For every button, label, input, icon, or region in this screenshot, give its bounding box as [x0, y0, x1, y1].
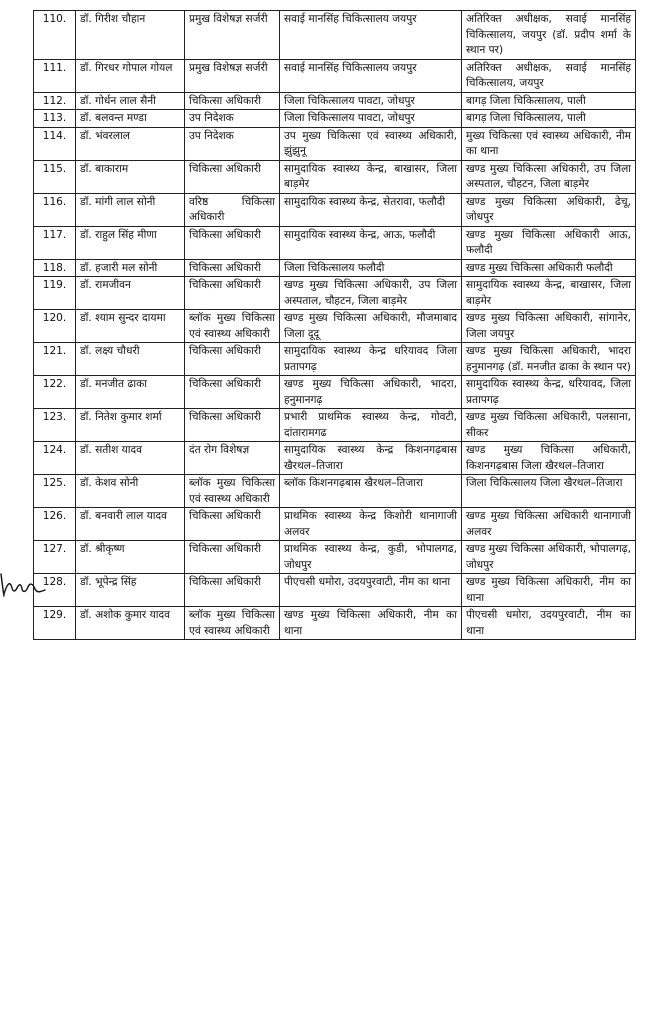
new-posting-cell: बागड़ जिला चिकित्सालय, पाली	[462, 110, 636, 128]
serial-number-cell: 127.	[34, 541, 76, 574]
doctor-name-cell: डॉ. अशोक कुमार यादव	[76, 607, 185, 640]
table-row	[34, 160, 636, 193]
designation-cell: ब्लॉक मुख्य चिकित्सा एवं स्वास्थ्य अधिकारी	[185, 475, 280, 508]
serial-number-cell: 114.	[34, 127, 76, 160]
table-row	[34, 574, 636, 607]
new-posting-cell: खण्ड मुख्य चिकित्सा अधिकारी, भोपालगढ़, जोधपुर	[462, 541, 636, 574]
current-posting-cell: प्राथमिक स्वास्थ्य केन्द्र, कुडी, भोपालगढ, जोधपुर	[280, 541, 462, 574]
table-row	[34, 508, 636, 541]
current-posting-cell: खण्ड मुख्य चिकित्सा अधिकारी, उप जिला अस्पताल, चौहटन, जिला बाड़मेर	[280, 277, 462, 310]
table-row	[34, 277, 636, 310]
doctor-name-cell: डॉ. श्रीकृष्ण	[76, 541, 185, 574]
current-posting-cell: खण्ड मुख्य चिकित्सा अधिकारी, नीम का थाना	[280, 607, 462, 640]
doctor-name-cell: डॉ. बलवन्त मण्डा	[76, 110, 185, 128]
current-posting-cell: प्राथमिक स्वास्थ्य केन्द्र किशोरी थानागाजी अलवर	[280, 508, 462, 541]
table-row	[34, 193, 636, 226]
doctor-name-cell: डॉ. राहुल सिंह मीणा	[76, 226, 185, 259]
serial-number-cell: 118.	[34, 259, 76, 277]
doctor-name-cell: डॉ. गिरीश चौहान	[76, 11, 185, 60]
table-row	[34, 541, 636, 574]
designation-cell: चिकित्सा अधिकारी	[185, 343, 280, 376]
designation-cell: प्रमुख विशेषज्ञ सर्जरी	[185, 11, 280, 60]
transfer-table	[33, 10, 636, 640]
serial-number-cell: 113.	[34, 110, 76, 128]
doctor-name-cell: डॉ. गोर्धन लाल सैनी	[76, 92, 185, 110]
designation-cell: दंत रोग विशेषज्ञ	[185, 442, 280, 475]
doctor-name-cell: डॉ. मनजीत ढाका	[76, 376, 185, 409]
current-posting-cell: सामुदायिक स्वास्थ्य केन्द्र धरियावद जिला प्रतापगढ़	[280, 343, 462, 376]
serial-number-cell: 120.	[34, 310, 76, 343]
new-posting-cell: खण्ड मुख्य चिकित्सा अधिकारी, किशनगढ़बास जिला खैरथल–तिजारा	[462, 442, 636, 475]
current-posting-cell: जिला चिकित्सालय फलौदी	[280, 259, 462, 277]
doctor-name-cell: डॉ. केशव सोनी	[76, 475, 185, 508]
designation-cell: चिकित्सा अधिकारी	[185, 277, 280, 310]
table-row	[34, 59, 636, 92]
current-posting-cell: ब्लॉक किशनगढ़बास खैरथल–तिजारा	[280, 475, 462, 508]
serial-number-cell: 124.	[34, 442, 76, 475]
designation-cell: ब्लॉक मुख्य चिकित्सा एवं स्वास्थ्य अधिकारी	[185, 310, 280, 343]
table-row	[34, 376, 636, 409]
doctor-name-cell: डॉ. हजारी मल सोनी	[76, 259, 185, 277]
doctor-name-cell: डॉ. श्याम सुन्दर दायमा	[76, 310, 185, 343]
new-posting-cell: खण्ड मुख्य चिकित्सा अधिकारी, उप जिला अस्पताल, चौहटन, जिला बाड़मेर	[462, 160, 636, 193]
designation-cell: चिकित्सा अधिकारी	[185, 376, 280, 409]
designation-cell: चिकित्सा अधिकारी	[185, 541, 280, 574]
new-posting-cell: जिला चिकित्सालय जिला खैरथल–तिजारा	[462, 475, 636, 508]
current-posting-cell: पीएचसी धमोरा, उदयपुरवाटी, नीम का थाना	[280, 574, 462, 607]
serial-number-cell: 115.	[34, 160, 76, 193]
new-posting-cell: खण्ड मुख्य चिकित्सा अधिकारी थानागाजी अलवर	[462, 508, 636, 541]
serial-number-cell: 129.	[34, 607, 76, 640]
doctor-name-cell: डॉ. सतीश यादव	[76, 442, 185, 475]
designation-cell: चिकित्सा अधिकारी	[185, 226, 280, 259]
transfer-list-page	[33, 10, 635, 640]
table-row	[34, 343, 636, 376]
new-posting-cell: खण्ड मुख्य चिकित्सा अधिकारी फलौदी	[462, 259, 636, 277]
current-posting-cell: सामुदायिक स्वास्थ्य केन्द्र, आऊ, फलौदी	[280, 226, 462, 259]
serial-number-cell: 121.	[34, 343, 76, 376]
doctor-name-cell: डॉ. भूपेन्द्र सिंह	[76, 574, 185, 607]
new-posting-cell: खण्ड मुख्य चिकित्सा अधिकारी, सांगानेर, जिला जयपुर	[462, 310, 636, 343]
current-posting-cell: उप मुख्य चिकित्सा एवं स्वास्थ्य अधिकारी, झुंझुनू	[280, 127, 462, 160]
doctor-name-cell: डॉ. नितेश कुमार शर्मा	[76, 409, 185, 442]
current-posting-cell: प्रभारी प्राथमिक स्वास्थ्य केन्द्र, गोवटी, दांतारामगढ	[280, 409, 462, 442]
new-posting-cell: मुख्य चिकित्सा एवं स्वास्थ्य अधिकारी, नीम का थाना	[462, 127, 636, 160]
current-posting-cell: सवाई मानसिंह चिकित्सालय जयपुर	[280, 59, 462, 92]
new-posting-cell: खण्ड मुख्य चिकित्सा अधिकारी आऊ, फलौदी	[462, 226, 636, 259]
designation-cell: ब्लॉक मुख्य चिकित्सा एवं स्वास्थ्य अधिकारी	[185, 607, 280, 640]
table-row	[34, 607, 636, 640]
designation-cell: चिकित्सा अधिकारी	[185, 508, 280, 541]
serial-number-cell: 123.	[34, 409, 76, 442]
new-posting-cell: अतिरिक्त अधीक्षक, सवाई मानसिंह चिकित्सालय, जयपुर (डॉ. प्रदीप शर्मा के स्थान पर)	[462, 11, 636, 60]
current-posting-cell: सामुदायिक स्वास्थ्य केन्द्र, बाखासर, जिला बाड़मेर	[280, 160, 462, 193]
table-row	[34, 11, 636, 60]
table-row	[34, 259, 636, 277]
current-posting-cell: खण्ड मुख्य चिकित्सा अधिकारी, भादरा, हनुमानगढ़	[280, 376, 462, 409]
new-posting-cell: खण्ड मुख्य चिकित्सा अधिकारी, भादरा हनुमानगढ़ (डॉ. मनजीत ढाका के स्थान पर)	[462, 343, 636, 376]
table-row	[34, 226, 636, 259]
designation-cell: वरिष्ठ चिकित्सा अधिकारी	[185, 193, 280, 226]
serial-number-cell: 122.	[34, 376, 76, 409]
new-posting-cell: सामुदायिक स्वास्थ्य केन्द्र, धरियावद, जिला प्रतापगढ़	[462, 376, 636, 409]
table-row	[34, 92, 636, 110]
designation-cell: प्रमुख विशेषज्ञ सर्जरी	[185, 59, 280, 92]
new-posting-cell: अतिरिक्त अधीक्षक, सवाई मानसिंह चिकित्सालय, जयपुर	[462, 59, 636, 92]
new-posting-cell: खण्ड मुख्य चिकित्सा अधिकारी, पलसाना, सीकर	[462, 409, 636, 442]
designation-cell: चिकित्सा अधिकारी	[185, 574, 280, 607]
doctor-name-cell: डॉ. रामजीवन	[76, 277, 185, 310]
table-row	[34, 409, 636, 442]
doctor-name-cell: डॉ. बाकाराम	[76, 160, 185, 193]
serial-number-cell: 117.	[34, 226, 76, 259]
new-posting-cell: बागड़ जिला चिकित्सालय, पाली	[462, 92, 636, 110]
designation-cell: चिकित्सा अधिकारी	[185, 160, 280, 193]
table-row	[34, 110, 636, 128]
table-row	[34, 310, 636, 343]
current-posting-cell: जिला चिकित्सालय पावटा, जोधपुर	[280, 92, 462, 110]
serial-number-cell: 111.	[34, 59, 76, 92]
designation-cell: चिकित्सा अधिकारी	[185, 409, 280, 442]
serial-number-cell: 112.	[34, 92, 76, 110]
new-posting-cell: खण्ड मुख्य चिकित्सा अधिकारी, नीम का थाना	[462, 574, 636, 607]
doctor-name-cell: डॉ. लक्ष्य चौधरी	[76, 343, 185, 376]
doctor-name-cell: डॉ. मांगी लाल सोनी	[76, 193, 185, 226]
designation-cell: उप निदेशक	[185, 110, 280, 128]
serial-number-cell: 128.	[34, 574, 76, 607]
current-posting-cell: सवाई मानसिंह चिकित्सालय जयपुर	[280, 11, 462, 60]
serial-number-cell: 116.	[34, 193, 76, 226]
serial-number-cell: 126.	[34, 508, 76, 541]
new-posting-cell: खण्ड मुख्य चिकित्सा अधिकारी, ढेचू, जोधपुर	[462, 193, 636, 226]
current-posting-cell: सामुदायिक स्वास्थ्य केन्द्र, सेतरावा, फलौदी	[280, 193, 462, 226]
table-row	[34, 475, 636, 508]
table-row	[34, 127, 636, 160]
designation-cell: चिकित्सा अधिकारी	[185, 259, 280, 277]
current-posting-cell: खण्ड मुख्य चिकित्सा अधिकारी, मौजमाबाद जिला दूदू	[280, 310, 462, 343]
new-posting-cell: सामुदायिक स्वास्थ्य केन्द्र, बाखासर, जिला बाड़मेर	[462, 277, 636, 310]
doctor-name-cell: डॉ. गिरधर गोपाल गोयल	[76, 59, 185, 92]
serial-number-cell: 110.	[34, 11, 76, 60]
designation-cell: उप निदेशक	[185, 127, 280, 160]
designation-cell: चिकित्सा अधिकारी	[185, 92, 280, 110]
serial-number-cell: 125.	[34, 475, 76, 508]
table-row	[34, 442, 636, 475]
current-posting-cell: जिला चिकित्सालय पावटा, जोधपुर	[280, 110, 462, 128]
doctor-name-cell: डॉ. भंवरलाल	[76, 127, 185, 160]
serial-number-cell: 119.	[34, 277, 76, 310]
current-posting-cell: सामुदायिक स्वास्थ्य केन्द्र किशनगढ़बास खैरथल–तिजारा	[280, 442, 462, 475]
doctor-name-cell: डॉ. बनवारी लाल यादव	[76, 508, 185, 541]
new-posting-cell: पीएचसी धमोरा, उदयपुरवाटी, नीम का थाना	[462, 607, 636, 640]
